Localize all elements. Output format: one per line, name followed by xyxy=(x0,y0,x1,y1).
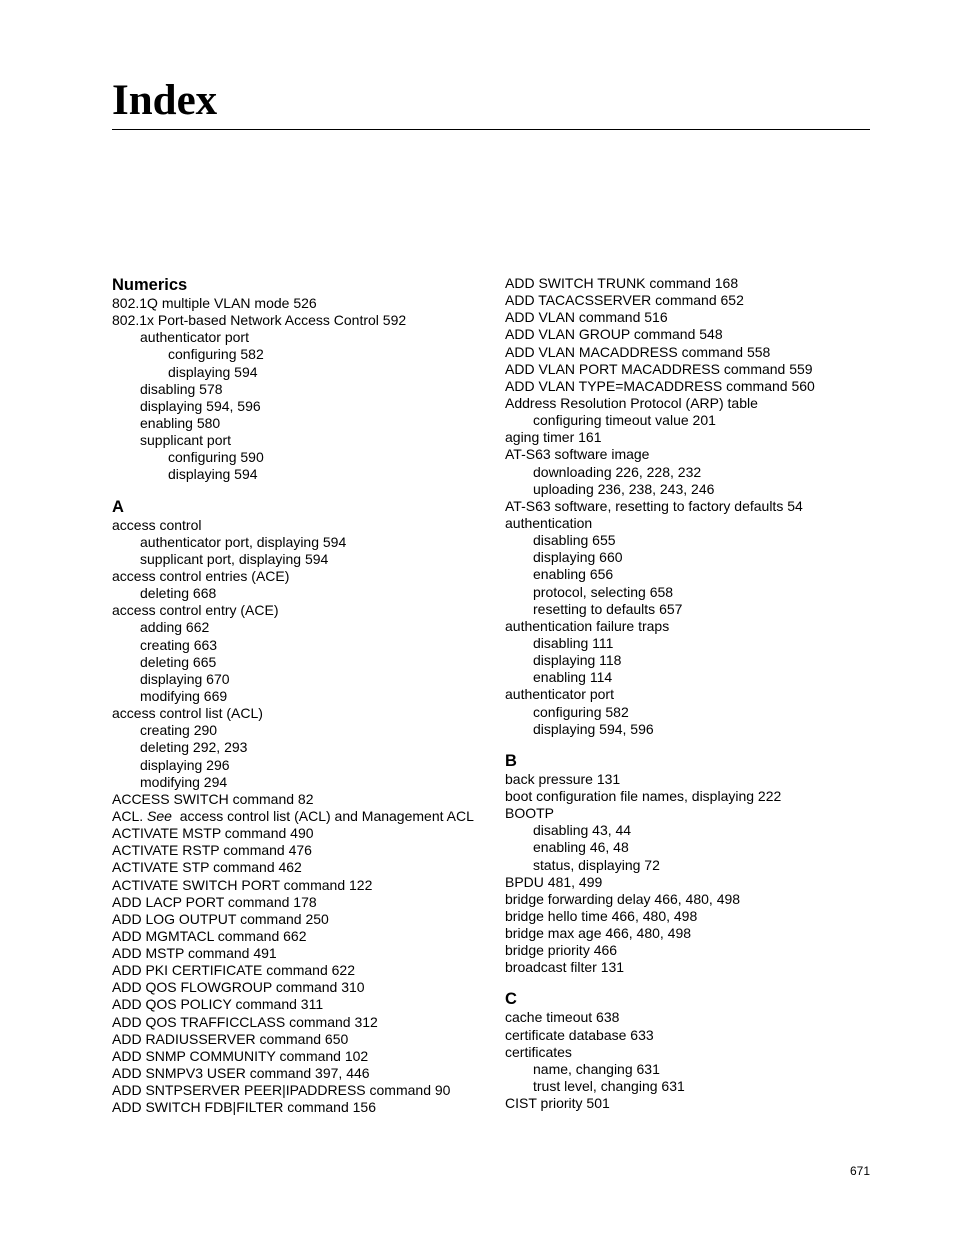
index-entry: supplicant port, displaying 594 xyxy=(140,550,329,567)
index-entry: back pressure 131 xyxy=(505,770,621,787)
index-entry: deleting 668 xyxy=(140,585,217,602)
section-heading: A xyxy=(112,497,124,516)
index-entry: access control list (ACL) xyxy=(112,705,263,722)
section-heading: Numerics xyxy=(112,276,188,294)
index-entry: displaying 296 xyxy=(140,756,230,773)
index-entry: ADD TACACSSERVER command 652 xyxy=(505,292,744,309)
index-entry: ADD VLAN TYPE=MACADDRESS command 560 xyxy=(505,377,815,394)
index-entry: BOOTP xyxy=(505,805,555,822)
index-entry: AT-S63 software image xyxy=(505,446,650,463)
index-entry: broadcast filter 131 xyxy=(505,959,625,976)
index-entry: supplicant port xyxy=(140,432,232,449)
index-entry: ADD QOS FLOWGROUP command 310 xyxy=(112,979,365,996)
index-entry: configuring 590 xyxy=(168,449,264,466)
index-entry: ADD LACP PORT command 178 xyxy=(112,893,317,910)
index-entry: trust level, changing 631 xyxy=(533,1078,685,1095)
index-entry: cache timeout 638 xyxy=(505,1009,620,1026)
index-entry: deleting 665 xyxy=(140,653,217,670)
index-entry: access control entries (ACE) xyxy=(112,567,290,584)
index-entry: name, changing 631 xyxy=(533,1060,660,1077)
index-column-left xyxy=(112,275,497,1116)
index-entry: displaying 660 xyxy=(533,549,623,566)
index-entry: displaying 594 xyxy=(168,363,258,380)
index-entry: bridge max age 466, 480, 498 xyxy=(505,925,692,942)
index-entry: certificates xyxy=(505,1043,572,1060)
index-entry: disabling 43, 44 xyxy=(533,822,632,839)
index-entry: displaying 594, 596 xyxy=(533,720,654,737)
index-entry: ADD QOS TRAFFICCLASS command 312 xyxy=(112,1013,378,1030)
index-entry: ADD SNMP COMMUNITY command 102 xyxy=(112,1047,369,1064)
index-entry: authentication failure traps xyxy=(505,617,670,634)
index-entry: bridge hello time 466, 480, 498 xyxy=(505,907,698,924)
index-entry: 802.1x Port-based Network Access Control 592 xyxy=(112,312,407,329)
index-entry: ADD VLAN PORT MACADDRESS command 559 xyxy=(505,360,813,377)
index-entry: aging timer 161 xyxy=(505,429,602,446)
index-entry: status, displaying 72 xyxy=(533,856,660,873)
index-entry: AT-S63 software, resetting to factory defaults 54 xyxy=(505,497,803,514)
section-heading: B xyxy=(505,751,517,770)
index-entry: ADD QOS POLICY command 311 xyxy=(112,996,324,1013)
index-entry: enabling 114 xyxy=(533,669,613,686)
index-section xyxy=(112,275,497,484)
index-entry: adding 662 xyxy=(140,619,210,636)
index-entry: resetting to defaults 657 xyxy=(533,600,683,617)
index-entry: displaying 670 xyxy=(140,670,230,687)
entry-text: ACL. xyxy=(112,807,148,824)
index-entry: bridge forwarding delay 466, 480, 498 xyxy=(505,890,741,907)
index-entry: bridge priority 466 xyxy=(505,942,618,959)
index-entry: ADD RADIUSSERVER command 650 xyxy=(112,1030,349,1047)
index-entry: ADD SNTPSERVER PEER|IPADDRESS command 90 xyxy=(112,1082,451,1099)
index-entry: displaying 594 xyxy=(168,466,258,483)
section-heading: C xyxy=(505,990,517,1009)
index-entry: CIST priority 501 xyxy=(505,1095,610,1112)
page-number: 671 xyxy=(850,1164,871,1178)
index-entry: boot configuration file names, displaying 222 xyxy=(505,787,782,804)
index-entry: ADD VLAN GROUP command 548 xyxy=(505,326,723,343)
index-entry: Address Resolution Protocol (ARP) table xyxy=(505,394,758,411)
index-entry: modifying 294 xyxy=(140,773,228,790)
page-title: Index xyxy=(112,77,218,124)
index-entry: ADD SWITCH TRUNK command 168 xyxy=(505,275,739,291)
index-entry: displaying 118 xyxy=(533,652,622,669)
index-entry: ADD MGMTACL command 662 xyxy=(112,927,307,944)
index-entry: configuring 582 xyxy=(168,346,264,363)
index-section xyxy=(505,751,875,977)
index-entry: uploading 236, 238, 243, 246 xyxy=(533,480,715,497)
index-entry: enabling 46, 48 xyxy=(533,839,629,856)
index-entry: authenticator port, displaying 594 xyxy=(140,533,347,550)
index-entry xyxy=(112,808,497,825)
index-entry: ADD PKI CERTIFICATE command 622 xyxy=(112,962,355,979)
index-entry: authentication xyxy=(505,514,593,531)
index-entry: ACTIVATE SWITCH PORT command 122 xyxy=(112,876,373,893)
index-entry: access control xyxy=(112,516,202,533)
index-entry: creating 290 xyxy=(140,722,218,739)
title-rule xyxy=(112,129,870,130)
index-entry: authenticator port xyxy=(140,329,249,346)
index-entry: enabling 580 xyxy=(140,414,221,431)
index-entry: deleting 292, 293 xyxy=(140,739,248,756)
index-entry: 802.1Q multiple VLAN mode 526 xyxy=(112,295,317,311)
index-section xyxy=(505,989,875,1112)
index-entry: ADD SWITCH FDB|FILTER command 156 xyxy=(112,1099,376,1116)
index-entry: ADD MSTP command 491 xyxy=(112,945,277,962)
index-entry: disabling 578 xyxy=(140,380,223,397)
index-entry: ADD VLAN MACADDRESS command 558 xyxy=(505,343,771,360)
index-entry: ADD SNMPV3 USER command 397, 446 xyxy=(112,1065,370,1082)
index-entry: configuring timeout value 201 xyxy=(533,412,716,429)
index-entry: BPDU 481, 499 xyxy=(505,873,603,890)
index-entry: modifying 669 xyxy=(140,687,228,704)
index-section xyxy=(505,275,875,738)
index-entry: creating 663 xyxy=(140,636,218,653)
index-entry: configuring 582 xyxy=(533,703,629,720)
index-section xyxy=(112,497,497,1117)
index-entry: displaying 594, 596 xyxy=(140,397,261,414)
index-entry: ACCESS SWITCH command 82 xyxy=(112,790,314,807)
index-entry: authenticator port xyxy=(505,686,614,703)
index-entry: downloading 226, 228, 232 xyxy=(533,463,702,480)
entry-text: access control list (ACL) and Management ACL xyxy=(171,807,474,824)
index-entry: ADD LOG OUTPUT command 250 xyxy=(112,910,329,927)
index-entry: ACTIVATE MSTP command 490 xyxy=(112,825,314,842)
index-entry: ADD VLAN command 516 xyxy=(505,309,668,326)
index-entry: ACTIVATE RSTP command 476 xyxy=(112,842,312,859)
see-reference: See xyxy=(147,807,172,824)
index-entry: ACTIVATE STP command 462 xyxy=(112,859,302,876)
index-entry: protocol, selecting 658 xyxy=(533,583,674,600)
index-entry: certificate database 633 xyxy=(505,1026,654,1043)
index-column-right xyxy=(505,275,875,1112)
index-entry: enabling 656 xyxy=(533,566,614,583)
index-entry: disabling 111 xyxy=(533,634,614,651)
index-entry: disabling 655 xyxy=(533,532,616,549)
index-entry: access control entry (ACE) xyxy=(112,602,279,619)
